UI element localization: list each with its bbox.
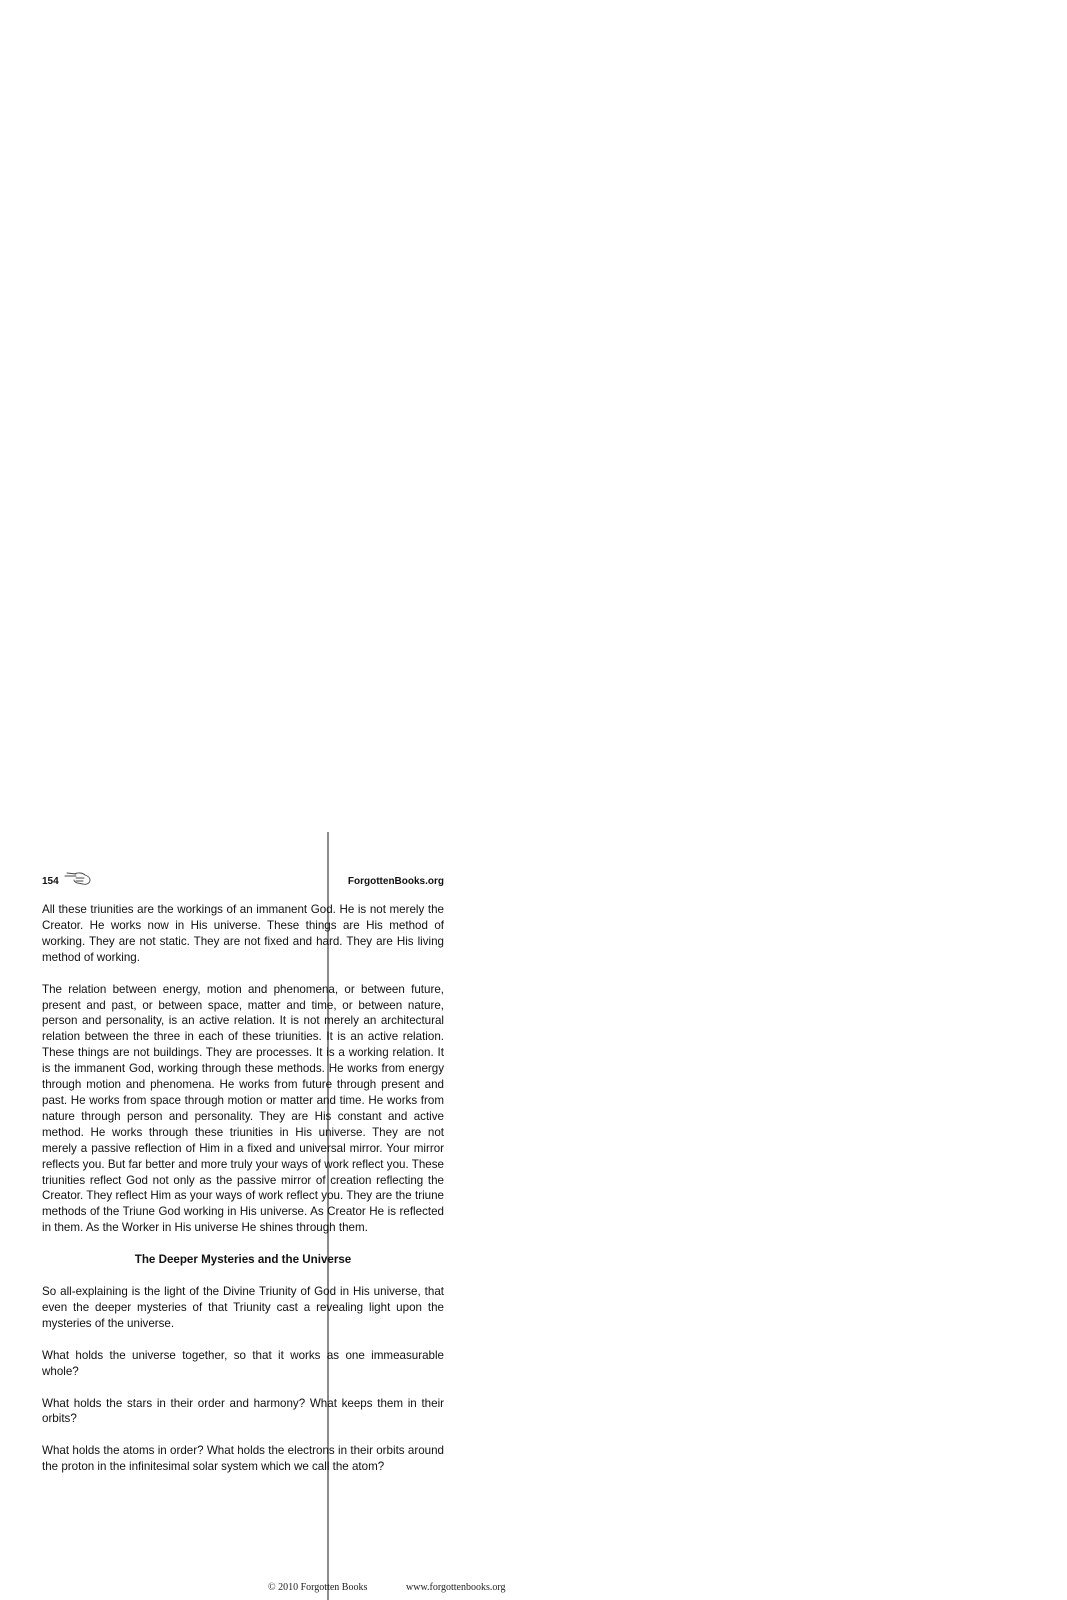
paragraph: What holds the stars in their order and harmony? What keeps them in their orbits? [42,1396,444,1426]
footer-url[interactable]: www.forgottenbooks.org [406,1582,506,1593]
paragraph: All these triunities are the workings of an immanent God. He is not merely the Creator. He works now in His universe. These things are His method of working. They are not static. They are not fixed and hard. They are His living method of working. [42,903,444,964]
paragraph: The relation between energy, motion and phenomena, or between future, present and past, or between space, matter and time, or between nature, person and personality, is an active relation. It is not merely an architectural relation between the three in each of these triunities. It is an active relation. These things are not buildings. They are processes. It is a working relation. It is the immanent God, working through these methods. He works from energy through motion and phenomena. He works from future through present and past. He works from space through motion or matter and time. He works from nature through person and personality. They are His constant and active method. He works through these triunities in His universe. They are not merely a passive reflection of Him in a fixed and universal mirror. Your mirror reflects you. But far better and more truly your ways of work reflect you. These triunities reflect God not only as the passive mirror of creation reflecting the Creator. They reflect Him as your ways of work reflect you. They are the triune methods of the Triune God working in His universe. As Creator He is reflected in them. As the Worker in His universe He shines through them. [42,982,444,1235]
footer-copyright: © 2010 Forgotten Books [268,1582,368,1593]
pointing-hand-icon [64,870,92,891]
paragraph: What holds the atoms in order? What holds the electrons in their orbits around the proton in the infinitesimal solar system which we call the atom? [42,1444,444,1474]
section-heading: The Deeper Mysteries and the Universe [134,1253,352,1267]
paragraph: What holds the universe together, so that it works as one immeasurable whole? [42,1348,444,1378]
page-header [42,872,444,892]
page-number: 154 [42,876,59,887]
paragraph: So all-explaining is the light of the Divine Triunity of God in His universe, that even the deeper mysteries of that Triunity cast a revealing light upon the mysteries of the universe. [42,1285,444,1330]
page-body [42,902,444,1491]
site-name: ForgottenBooks.org [347,876,444,887]
